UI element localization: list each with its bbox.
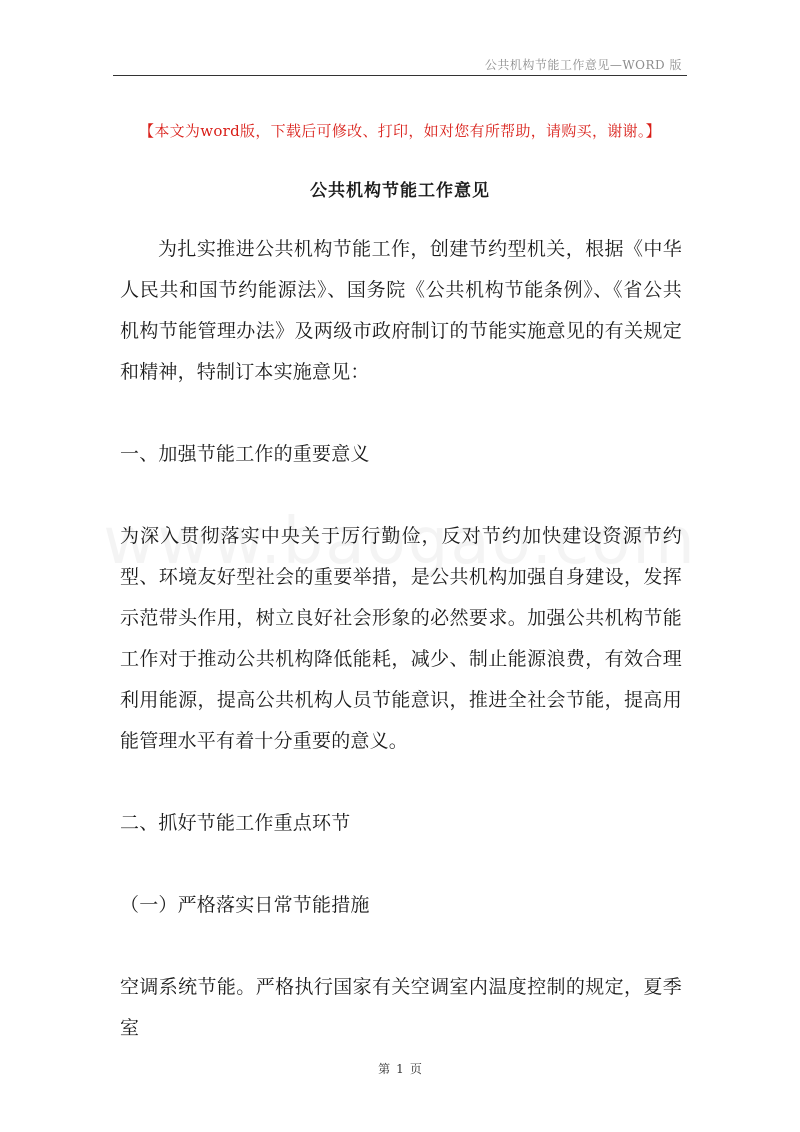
header-divider — [113, 75, 687, 76]
subsection-1-paragraph: 空调系统节能。严格执行国家有关空调室内温度控制的规定，夏季室 — [120, 976, 682, 1039]
subsection-heading-1: （一）严格落实日常节能措施 — [120, 894, 370, 916]
page-footer — [0, 1060, 800, 1077]
purchase-notice: 【本文为word版，下载后可修改、打印，如对您有所帮助，请购买，谢谢。】 — [139, 122, 661, 140]
section-heading-1: 一、加强节能工作的重要意义 — [120, 443, 370, 465]
footer-prefix: 第 — [378, 1062, 391, 1076]
section-heading-2: 二、抓好节能工作重点环节 — [120, 812, 351, 834]
section-1-paragraph: 为深入贯彻落实中央关于厉行勤俭，反对节约加快建设资源节约型、环境友好型社会的重要举措，是公共机构加强自身建设，发挥示范带头作用，树立良好社会形象的必然要求。加强公共机构节能工作对于推动公共机构降低能耗，减少、制止能源浪费，有效合理利用能源，提高公共机构人员节能意识，推进全社会节能，提高用能管理水平有着十分重要的意义。 — [120, 525, 682, 752]
footer-suffix: 页 — [409, 1062, 422, 1076]
running-header: 公共机构节能工作意见—WORD 版 — [484, 58, 682, 72]
intro-paragraph: 为扎实推进公共机构节能工作，创建节约型机关，根据《中华人民共和国节约能源法》、国务院《公共机构节能条例》、《省公共机构节能管理办法》及两级市政府制订的节能实施意见的有关规定和精神，特制订本实施意见： — [120, 238, 682, 383]
document-title: 公共机构节能工作意见 — [310, 181, 490, 201]
page-number: 1 — [396, 1062, 404, 1076]
document-body — [120, 229, 682, 1049]
